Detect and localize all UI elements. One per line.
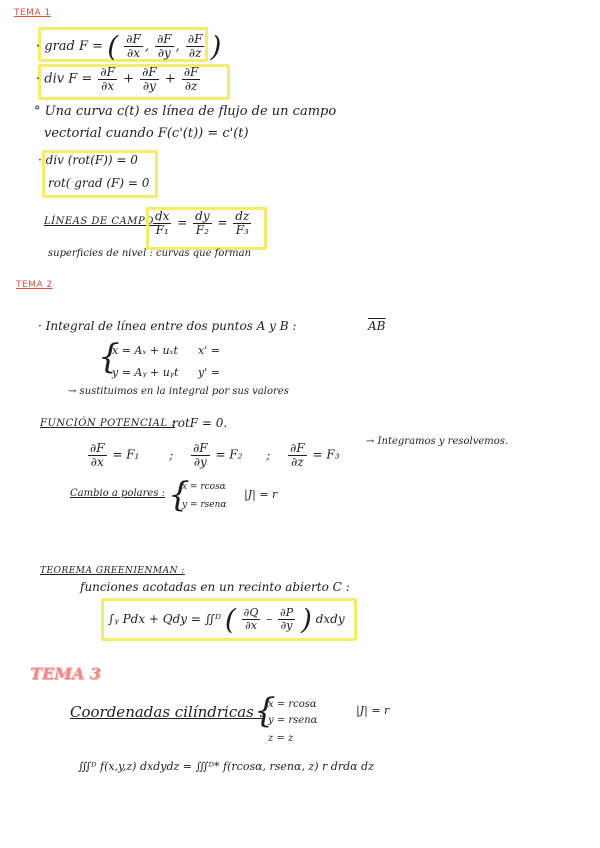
potential-equations [86, 442, 340, 468]
cil-y: y = rsenα [268, 715, 318, 726]
deriv-x: x' = [198, 344, 220, 357]
identity-1: · div (rot(F)) = 0 [38, 153, 138, 167]
funcion-potencial-cond: rotF = 0. [172, 416, 228, 430]
div-term-x: $\frac{\partial F}{\partial x}$ [100, 65, 115, 93]
fp-result-x: = F₁ [112, 447, 140, 462]
lineas-formula: $\frac{dx}{\text{F₁}}$ = $\frac{dy}{\text{F₂}}$ = $\frac{dz}{\text{F₃}}$ [155, 209, 250, 237]
cilindricas-label: Coordenadas cilíndricas : [70, 703, 264, 721]
cilindricas-brace: { [254, 691, 276, 731]
green-dp-dy: $\frac{\partial P}{\partial y}$ [280, 606, 294, 632]
green-text: funciones acotadas en un recinto abierto C : [80, 580, 350, 594]
tema3-title: TEMA 3 [30, 664, 101, 683]
right-paren: ) [300, 603, 312, 636]
grad-lhs: · grad F = [36, 39, 104, 54]
grad-term-y: $\frac{\partial F}{\partial y}$ [157, 32, 172, 60]
left-paren: ( [224, 603, 236, 636]
fp-frac-z: $\frac{\partial F}{\partial z}$ [290, 441, 305, 469]
tema1-title: TEMA 1 [14, 8, 51, 18]
fp-result-y: = F₂ [215, 447, 243, 462]
fp-frac-x: $\frac{\partial F}{\partial x}$ [90, 441, 105, 469]
green-lhs: ∫ᵧ Pdx + Qdy = ∬ᴰ [108, 612, 222, 626]
green-dq-dx: $\frac{\partial Q}{\partial x}$ [243, 606, 259, 632]
cil-z: z = z [268, 733, 294, 744]
lineas-label: LÍNEAS DE CAMPO : [44, 216, 162, 227]
fp-frac-y: $\frac{\partial F}{\partial y}$ [193, 441, 208, 469]
polares-label: Cambio a polares : [70, 488, 165, 499]
green-label: TEOREMA GREENIENMAN : [40, 566, 185, 576]
green-formula: ∫ᵧ Pdx + Qdy = ∬ᴰ ( $\frac{\partial Q}{\partial x}$ – $\frac{\partial P}{\partial y}$ ) dxdy [108, 603, 345, 636]
superficies-text: superficies de nivel : curvas que forman [48, 248, 252, 259]
triple-integral: ∭ᴰ f(x,y,z) dxdydz = ∭ᴰ* f(rcosα, rsenα, z) r drdα dz [78, 760, 374, 773]
right-paren: ) [210, 30, 222, 63]
param-x: x = Aₓ + uₓt [112, 344, 178, 357]
div-term-z: $\frac{\partial F}{\partial z}$ [183, 65, 199, 93]
polares-brace: { [168, 475, 190, 515]
param-y: y = Aᵧ + uᵧt [112, 366, 179, 379]
cil-jacobian: |J| = r [356, 704, 390, 717]
div-term-y: $\frac{\partial F}{\partial y}$ [142, 65, 157, 93]
lineas-frac-3: $\frac{dz}{\text{F₃}}$ [235, 209, 250, 237]
div-formula: · div F = $\frac{\partial F}{\partial x}$ + $\frac{\partial F}{\partial y}$ + $\frac{\partial F}{\partial z}$ [36, 65, 199, 93]
fp-result-z: = F₃ [312, 447, 340, 462]
lineas-frac-2: $\frac{dy}{\text{F₂}}$ [195, 209, 210, 237]
polar-y: y = rsenα [182, 500, 227, 510]
green-rhs: dxdy [315, 612, 345, 626]
polar-jacobian: |J| = r [244, 488, 278, 501]
separator: ; [169, 447, 174, 462]
grad-term-x: $\frac{\partial F}{\partial x}$ [126, 32, 141, 60]
separator: ; [266, 447, 271, 462]
identity-2: rot( grad (F) = 0 [48, 176, 150, 190]
integramos-text: → Integramos y resolvemos. [366, 436, 509, 447]
polar-x: x = rcosα [182, 482, 226, 492]
left-paren: ( [107, 30, 119, 63]
tema2-title: TEMA 2 [16, 280, 53, 290]
deriv-y: y' = [198, 366, 220, 379]
grad-formula: · grad F = ( $\frac{\partial F}{\partial x}$ , $\frac{\partial F}{\partial y}$ , $\frac{\partial F}{\partial z}$ ) [36, 30, 222, 63]
grad-term-z: $\frac{\partial F}{\partial z}$ [187, 32, 203, 60]
integral-linea-text: · Integral de línea entre dos puntos A y B : [38, 319, 297, 333]
div-lhs: · div F = [36, 71, 93, 87]
segment-ab: $\overline{AB}$ [368, 319, 386, 333]
sustituimos-text: → sustituimos en la integral por sus valores [68, 386, 289, 397]
funcion-potencial-label: FUNCIÓN POTENCIAL : [40, 418, 176, 429]
lineas-frac-1: $\frac{dx}{\text{F₁}}$ [155, 209, 170, 237]
param-brace: { [98, 337, 120, 377]
cil-x: x = rcosα [268, 699, 317, 710]
curve-line-2: vectorial cuando F(c'(t)) = c'(t) [44, 126, 249, 141]
curve-line-1: ° Una curva c(t) es línea de flujo de un campo [34, 104, 337, 119]
